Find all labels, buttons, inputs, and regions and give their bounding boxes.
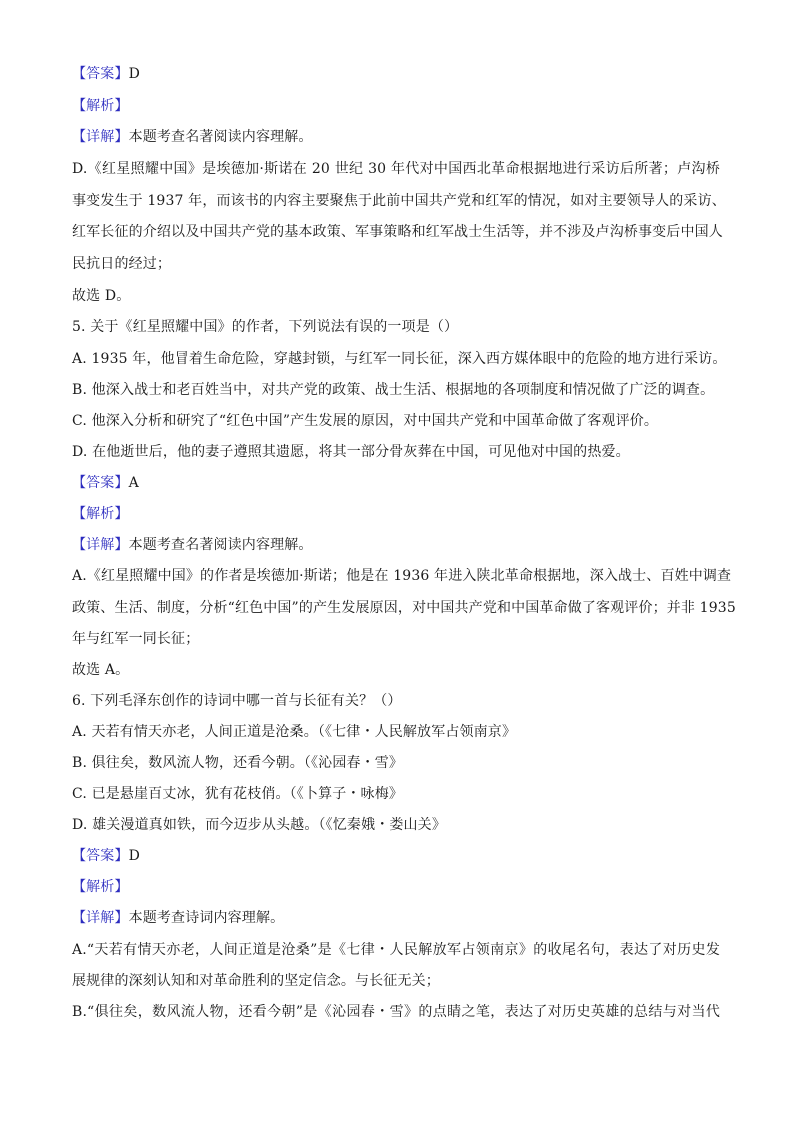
answer-line: [72, 473, 139, 493]
analysis-tag: 【解析】: [72, 98, 129, 114]
option-a: A. 1935 年，他冒着生命危险，穿越封锁，与红军一同长征，深入西方媒体眼中的危险的地方进行采访。: [72, 351, 727, 367]
explanation-paragraph-line: 政策、生活、制度，分析“红色中国”的产生发展原因，对中国共产党和中国革命做了客观评价；并非 1935: [72, 600, 736, 616]
answer-tag: 【答案】: [72, 848, 129, 864]
detail-line: [72, 535, 313, 555]
detail-tag: 【详解】: [72, 129, 129, 145]
answer-value: D: [128, 66, 140, 82]
explanation-paragraph-line: D.《红星照耀中国》是埃德加·斯诺在 20 世纪 30 年代对中国西北革命根据地进行采访后所著；卢沟桥: [72, 161, 720, 177]
explanation-paragraph-line: B.“俱往矣，数风流人物，还看今朝”是《沁园春・雪》的点睛之笔，表达了对历史英雄的总结与对当代: [72, 1004, 720, 1020]
answer-line: [72, 64, 140, 84]
choose-line: 故选 A。: [72, 662, 130, 678]
analysis-tag: 【解析】: [72, 506, 129, 522]
detail-text: 本题考查诗词内容理解。: [128, 910, 285, 926]
option-b: B. 他深入战士和老百姓当中，对共产党的政策、战士生活、根据地的各项制度和情况做了广泛的调查。: [72, 382, 715, 398]
detail-tag: 【详解】: [72, 910, 129, 926]
answer-line: [72, 846, 140, 866]
question-stem: 6. 下列毛泽东创作的诗词中哪一首与长征有关？（）: [72, 693, 402, 709]
option-d: D. 雄关漫道真如铁，而今迈步从头越。（《忆秦娥・娄山关》: [72, 817, 446, 833]
option-c: C. 他深入分析和研究了“红色中国”产生发展的原因，对中国共产党和中国革命做了客观评价。: [72, 413, 659, 429]
detail-line: [72, 127, 313, 147]
answer-tag: 【答案】: [72, 66, 129, 82]
answer-tag: 【答案】: [72, 475, 129, 491]
explanation-paragraph-line: A.“天若有情天亦老，人间正道是沧桑”是《七律・人民解放军占领南京》的收尾名句，表达了对历史发: [72, 942, 720, 958]
detail-line: [72, 908, 284, 928]
option-b: B. 俱往矣，数风流人物，还看今朝。（《沁园春・雪》: [72, 755, 404, 771]
option-c: C. 已是悬崖百丈冰，犹有花枝俏。（《卜算子・咏梅》: [72, 786, 404, 802]
answer-value: D: [128, 848, 140, 864]
question-stem: 5. 关于《红星照耀中国》的作者，下列说法有误的一项是（）: [72, 319, 459, 335]
explanation-paragraph-line: A.《红星照耀中国》的作者是埃德加·斯诺；他是在 1936 年进入陕北革命根据地，深入战士、百姓中调查: [72, 568, 732, 584]
explanation-paragraph-line: 展规律的深刻认知和对革命胜利的坚定信念。与长征无关；: [72, 973, 440, 989]
explanation-paragraph-line: 红军长征的介绍以及中国共产党的基本政策、军事策略和红军战士生活等，并不涉及卢沟桥事变后中国人: [72, 224, 723, 240]
explanation-paragraph-line: 年与红军一同长征；: [72, 631, 200, 647]
analysis-line: [72, 877, 129, 897]
analysis-tag: 【解析】: [72, 879, 129, 895]
analysis-line: [72, 96, 129, 116]
answer-value: A: [128, 475, 139, 491]
choose-line: 故选 D。: [72, 288, 131, 304]
detail-text: 本题考查名著阅读内容理解。: [128, 537, 313, 553]
detail-text: 本题考查名著阅读内容理解。: [128, 129, 313, 145]
explanation-paragraph-line: 民抗日的经过；: [72, 256, 172, 272]
option-d: D. 在他逝世后，他的妻子遵照其遗愿，将其一部分骨灰葬在中国，可见他对中国的热爱。: [72, 444, 630, 460]
detail-tag: 【详解】: [72, 537, 129, 553]
option-a: A. 天若有情天亦老，人间正道是沧桑。（《七律・人民解放军占领南京》: [72, 724, 517, 740]
explanation-paragraph-line: 事变发生于 1937 年，而该书的内容主要聚焦于此前中国共产党和红军的情况，如对主要领导人的采访、: [72, 193, 726, 209]
analysis-line: [72, 504, 129, 524]
